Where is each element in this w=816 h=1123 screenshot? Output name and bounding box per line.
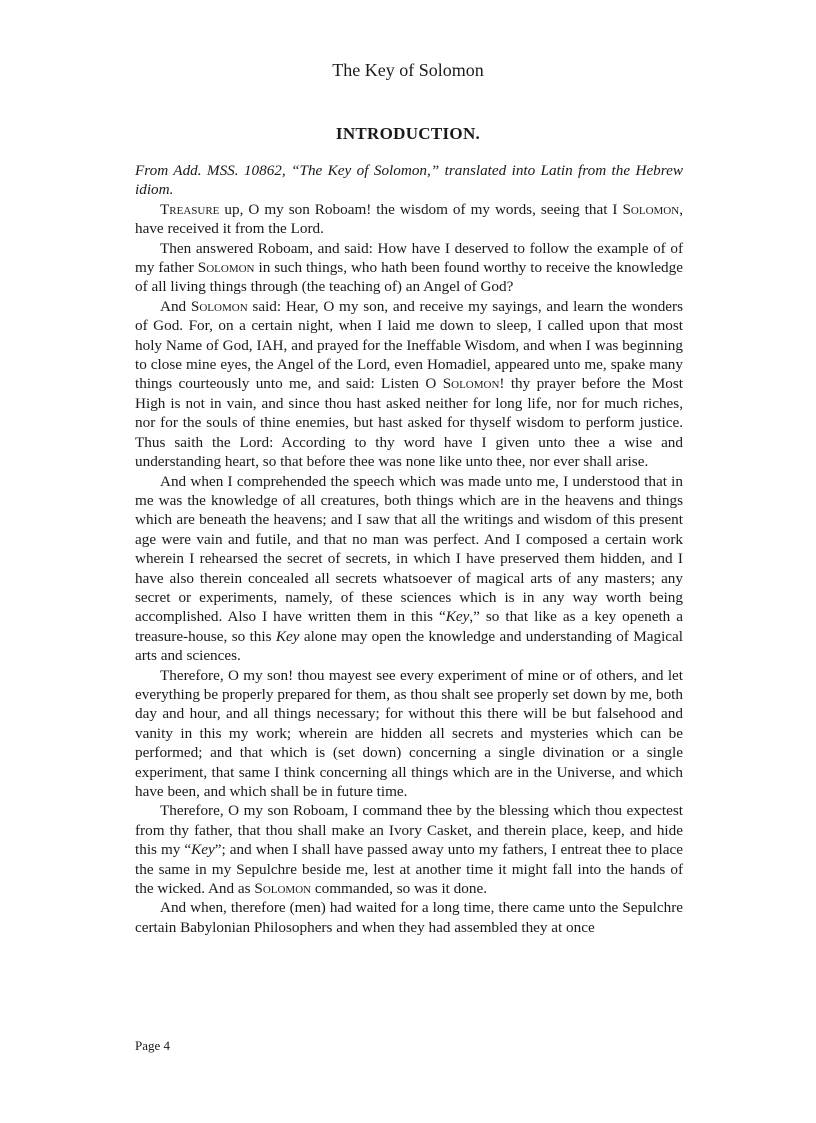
page-number: Page 4 bbox=[135, 1038, 171, 1053]
italic-word: Key bbox=[191, 841, 215, 859]
text-run: commanded, so was it done. bbox=[311, 880, 487, 898]
paragraph-7 bbox=[135, 898, 683, 937]
section-heading: INTRODUCTION. bbox=[335, 124, 481, 143]
text-run: Therefore, O my son! thou mayest see every experiment of mine or of others, and let everything be properly prepared for them, as thou shalt see properly set down by me, both day and hour, and all things necessary; for without this there will be but falsehood and vanity in this my work; wherein are hidden all secrets and mysteries which can be performed; and that which is (set down) concerning a single divination or a single experiment, that same I think concerning all things which are in the Universe, and which have been, and which shall be in future time. bbox=[135, 666, 683, 800]
text-run: , have received it from the Lord. bbox=[135, 200, 683, 238]
text-run: Then answered Roboam, and said: How have I deserved to follow the example of of my father bbox=[135, 239, 683, 277]
small-caps-word: Solomon bbox=[622, 200, 680, 218]
text-run: Therefore, O my son Roboam, I command thee by the blessing which thou expectest from thy father, that thou shall make an Ivory Casket, and therein place, keep, and hide this my “ bbox=[135, 802, 683, 859]
italic-word: Key bbox=[445, 608, 470, 626]
text-run: alone may open the knowledge and understanding of Magical arts and sciences. bbox=[135, 627, 683, 665]
text-run: And when I comprehended the speech which was made unto me, I understood that in me was the knowledge of all creatures, both things which are in the heavens and things which are beneath the heavens; and I saw that all the writings and wisdom of this present age were vain and futile, and that no man was perfect. And I composed a certain work wherein I rehearsed the secret of secrets, in which I have preserved them hidden, and I have also therein concealed all secrets whatsoever of magical arts of any masters; any secret or experiments, namely, of these sciences which is in any way worth being accomplished. Also I have written them in this “ bbox=[135, 472, 683, 626]
paragraph-3 bbox=[135, 297, 683, 472]
paragraph-6 bbox=[135, 801, 683, 898]
text-run: And when, therefore (men) had waited for a long time, there came unto the Sepulchre certain Babylonian Philosophers and when they had assembled they at once bbox=[135, 899, 683, 936]
text-run: ! thy prayer before the Most High is not in vain, and since thou hast asked neither for long life, nor for much riches, nor for the souls of thine enemies, but hast asked for thyself wisdom to perform justice. Thus saith the Lord: According to thy word have I given unto thee a wise and understanding heart, so that before thee was none like unto thee, nor ever shall arise. bbox=[135, 375, 683, 471]
text-run: in such things, who hath been found worthy to receive the knowledge of all living things through (the teaching of) an Angel of God? bbox=[135, 259, 683, 296]
small-caps-word: Treasure bbox=[160, 200, 220, 218]
paragraph-2 bbox=[135, 239, 683, 297]
text-run: ,” so that like as a key openeth a treasure-house, so this bbox=[135, 608, 683, 645]
small-caps-word: Solomon bbox=[190, 297, 248, 315]
text-run: ”; and when I shall have passed away unto my fathers, I entreat thee to place the same in my Sepulchre beside me, lest at another time it might fall into the hands of the wicked. And as bbox=[135, 841, 683, 898]
paragraph-1 bbox=[135, 200, 683, 239]
small-caps-word: Solomon bbox=[254, 880, 312, 898]
text-run: And bbox=[160, 297, 191, 315]
source-note: From Add. MSS. 10862, “The Key of Solomon,” translated into Latin from the Hebrew idiom. bbox=[135, 162, 683, 199]
running-head-title: The Key of Solomon bbox=[332, 60, 484, 80]
paragraph-4 bbox=[135, 472, 683, 666]
paragraph-5 bbox=[135, 666, 683, 802]
text-run: said: Hear, O my son, and receive my sayings, and learn the wonders of God. For, on a certain night, when I laid me down to sleep, I called upon that most holy Name of God, IAH, and prayed for the Ineffable Wisdom, and when I was beginning to close mine eyes, the Angel of the Lord, even Homadiel, appeared unto me, spake many things courteously unto me, and said: Listen O bbox=[135, 297, 683, 393]
small-caps-word: Solomon bbox=[442, 375, 500, 393]
text-run: up, O my son Roboam! the wisdom of my words, seeing that I bbox=[219, 200, 623, 218]
italic-word: Key bbox=[275, 627, 300, 645]
body-text bbox=[135, 161, 683, 937]
small-caps-word: Solomon bbox=[197, 259, 255, 277]
